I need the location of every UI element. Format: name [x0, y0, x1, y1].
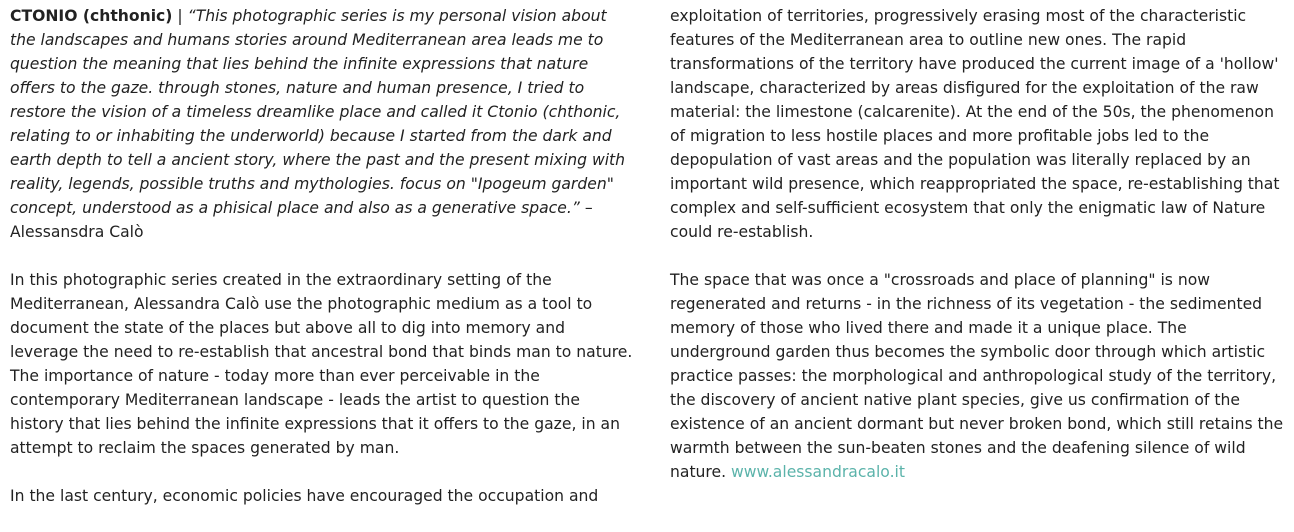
title-separator: | — [172, 7, 188, 25]
series-title: CTONIO (chthonic) — [10, 7, 173, 25]
body-paragraph-3-text: The space that was once a "crossroads and place of planning" is now regenerated and returns - in the richness of its vegetation - the sedimented memory of those who lived there and made it a unique place. The underground garden thus becomes the symbolic door through which artistic practice passes: the morphological and anthropological study of the territory, the discovery of ancient native plant species, give us confirmation of the existence of an ancient dormant but never broken bond, which still retains the warmth between the sun-beaten stones and the deafening silence of wild nature. — [670, 271, 1284, 481]
body-paragraph-1: In this photographic series created in the extraordinary setting of the Mediterranean, Alessandra Calò use the photographic medium as a tool to document the state of the places but above all to dig into memory and leverage the need to re-establish that ancestral bond that binds man to nature. The importance of nature - today more than ever perceivable in the contemporary Mediterranean landscape - leads the artist to question the history that lies behind the infinite expressions that it offers to the gaze, in an attempt to reclaim the spaces generated by man. — [10, 271, 633, 457]
quote-attribution: –Alessansdra Calò — [10, 199, 593, 241]
body-paragraph-2-continued: exploitation of territories, progressively erasing most of the characteristic features of the Mediterranean area to outline new ones. The rapid transformations of the territory have produced the current image of a 'hollow' landscape, characterized by areas disfigured for the exploitation of the raw material: the limestone (calcarenite). At the end of the 50s, the phenomenon of migration to less hostile places and more profitable jobs led to the depopulation of vast areas and the population was literally replaced by an important wild presence, which reappropriated the space, re-establishing that complex and self-sufficient ecosystem that only the enigmatic law of Nature could re-establish. — [670, 7, 1280, 241]
intro-paragraph — [10, 4, 634, 244]
right-column — [670, 4, 1292, 508]
body-paragraph-3 — [670, 268, 1292, 484]
body-paragraph-2-start: In the last century, economic policies have encouraged the occupation and — [10, 487, 599, 505]
left-column — [10, 4, 634, 532]
artist-website-link[interactable]: www.alessandracalo.it — [731, 463, 905, 481]
artist-quote: “This photographic series is my personal vision about the landscapes and humans stories around Mediterranean area leads me to question the meaning that lies behind the infinite expressions that nature offers to the gaze. through stones, nature and human presence, I tried to restore the vision of a timeless dreamlike place and called it Ctonio (chthonic, relating to or inhabiting the underworld) because I started from the dark and earth depth to tell a ancient story, where the past and the present mixing with reality, legends, possible truths and mythologies. focus on "Ipogeum garden" concept, understood as a phisical place and also as a generative space.” — [10, 7, 626, 217]
